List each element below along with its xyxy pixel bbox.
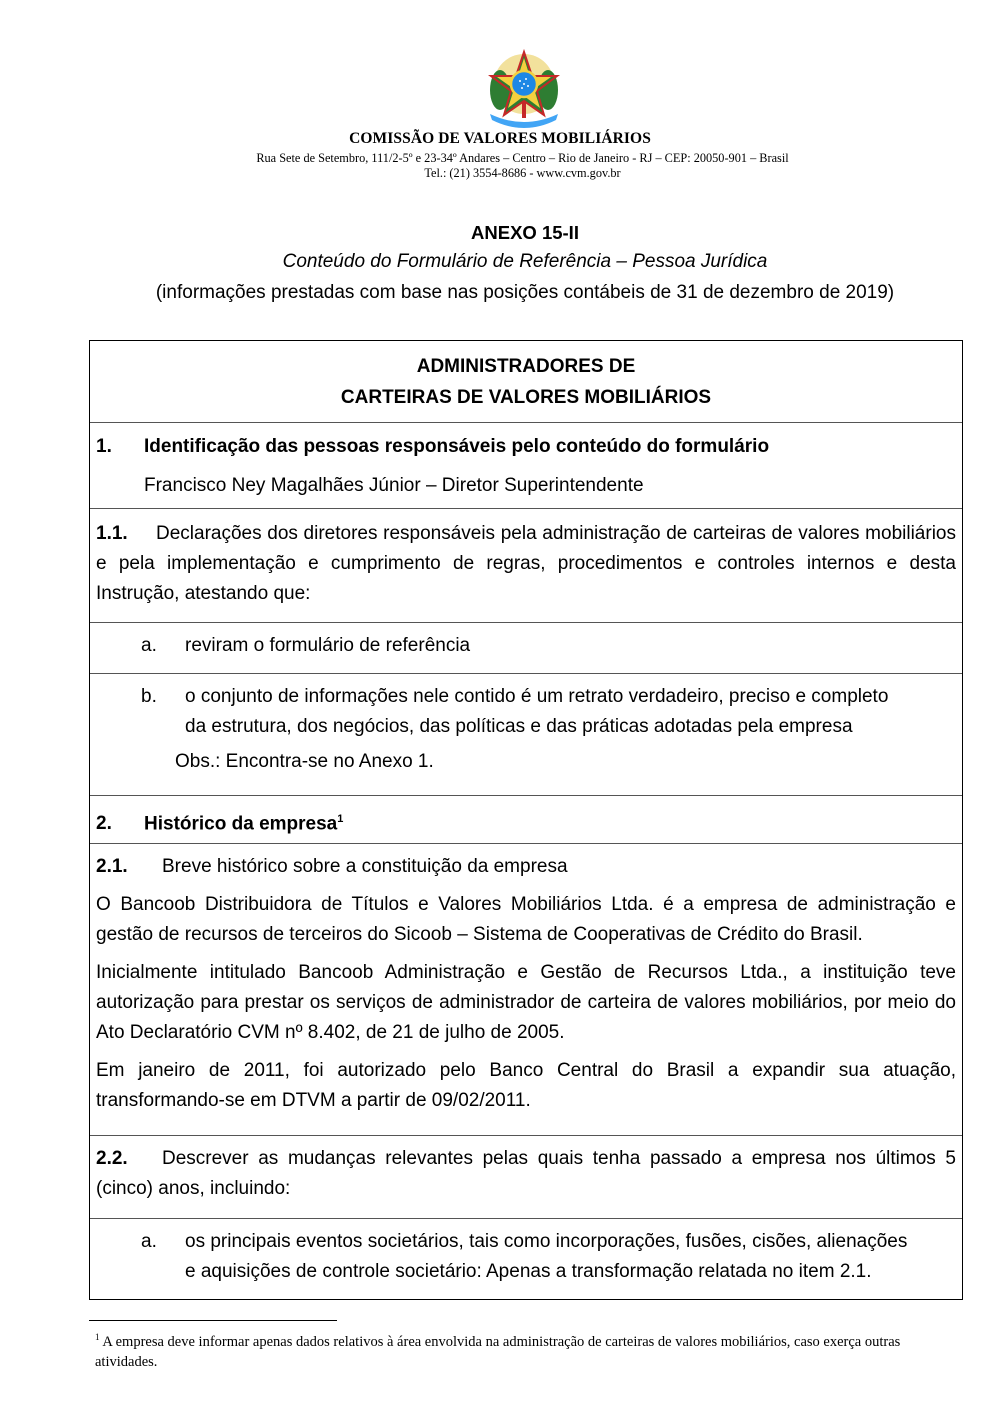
section-1-number: 1. bbox=[96, 436, 112, 457]
section-2-1-title: Breve histórico sobre a constituição da empresa bbox=[162, 856, 568, 877]
section-1-cell bbox=[90, 423, 962, 509]
item-a-cell bbox=[90, 623, 962, 674]
section-2-number: 2. bbox=[96, 813, 112, 835]
section-2-1-number: 2.1. bbox=[96, 856, 128, 877]
item-a-label: a. bbox=[141, 635, 157, 656]
section-1-1-number: 1.1. bbox=[96, 523, 128, 544]
organization-contact: Tel.: (21) 3554-8686 - www.cvm.gov.br bbox=[424, 166, 621, 180]
organization-address: Rua Sete de Setembro, 111/2-5º e 23-34º Andares – Centro – Rio de Janeiro - RJ – CEP: 20050-901 – Brasil bbox=[256, 151, 789, 165]
history-paragraph: O Bancoob Distribuidora de Títulos e Valores Mobiliários Ltda. é a empresa de administração e gestão de recursos de terceiros do Sicoob – Sistema de Cooperativas de Crédito do Brasil. bbox=[96, 894, 956, 945]
section-1-1-cell bbox=[90, 509, 962, 623]
history-paragraph: Inicialmente intitulado Bancoob Administração e Gestão de Recursos Ltda., a instituição teve autorização para prestar os serviços de administrador de carteira de valores mobiliários, por meio do Ato Declaratório CVM nº 8.402, de 21 de julho de 2005. bbox=[96, 962, 956, 1043]
footnote bbox=[95, 1327, 965, 1372]
item-b-label: b. bbox=[141, 686, 157, 707]
item-b-text-line1: o conjunto de informações nele contido é um retrato verdadeiro, preciso e completo bbox=[185, 686, 889, 707]
section-1-title: Identificação das pessoas responsáveis pelo conteúdo do formulário bbox=[144, 436, 770, 457]
item-2-2-a-label: a. bbox=[141, 1231, 157, 1252]
footnote-reference[interactable]: 1 bbox=[337, 813, 344, 825]
item-2-2-a-text-line1: os principais eventos societários, tais como incorporações, fusões, cisões, alienações bbox=[185, 1231, 908, 1252]
footnote-divider bbox=[89, 1320, 337, 1321]
form-title-line2: CARTEIRAS DE VALORES MOBILIÁRIOS bbox=[340, 387, 712, 408]
annex-title: ANEXO 15-II bbox=[471, 222, 579, 243]
form-title-cell bbox=[90, 341, 962, 423]
document-info: (informações prestadas com base nas posições contábeis de 31 de dezembro de 2019) bbox=[155, 282, 895, 303]
section-2-2-text: Descrever as mudanças relevantes pelas quais tenha passado a empresa nos últimos 5 (cinco) anos, incluindo: bbox=[96, 1148, 956, 1199]
history-paragraph: Em janeiro de 2011, foi autorizado pelo Banco Central do Brasil a expandir sua atuação, transformando-se em DTVM a partir de 09/02/2011. bbox=[96, 1060, 956, 1111]
reference-form-table bbox=[89, 340, 963, 1300]
section-2-cell bbox=[90, 796, 962, 844]
form-title-line1: ADMINISTRADORES DE bbox=[416, 356, 636, 377]
document-subtitle: Conteúdo do Formulário de Referência – Pessoa Jurídica bbox=[282, 251, 768, 272]
item-b-cell bbox=[90, 674, 962, 796]
section-2-1-cell bbox=[90, 844, 962, 1136]
organization-name: COMISSÃO DE VALORES MOBILIÁRIOS bbox=[349, 130, 651, 147]
item-a-text: reviram o formulário de referência bbox=[185, 635, 471, 656]
section-1-1-text: Declarações dos diretores responsáveis pela administração de carteiras de valores mobiliários e pela implementação e cumprimento de regras, procedimentos e controles internos e desta Instrução, atestando que: bbox=[96, 523, 956, 604]
item-2-2-a-text-line2: e aquisições de controle societário: Apenas a transformação relatada no item 2.1. bbox=[185, 1261, 872, 1282]
section-2-2-number: 2.2. bbox=[96, 1148, 128, 1169]
footnote-number: 1 bbox=[95, 1332, 100, 1342]
section-2-title: Histórico da empresa bbox=[144, 813, 338, 835]
item-2-2-a-cell bbox=[90, 1219, 962, 1299]
section-2-2-cell bbox=[90, 1136, 962, 1219]
item-b-text-line2: da estrutura, dos negócios, das políticas e das práticas adotadas pela empresa bbox=[185, 716, 853, 737]
footnote-text: A empresa deve informar apenas dados relativos à área envolvida na administração de carteiras de valores mobiliários, caso exerça outras atividades. bbox=[95, 1333, 901, 1370]
responsible-person: Francisco Ney Magalhães Júnior – Diretor Superintendente bbox=[144, 475, 644, 496]
item-b-observation: Obs.: Encontra-se no Anexo 1. bbox=[175, 751, 434, 772]
brazil-coat-of-arms-icon bbox=[484, 48, 564, 130]
